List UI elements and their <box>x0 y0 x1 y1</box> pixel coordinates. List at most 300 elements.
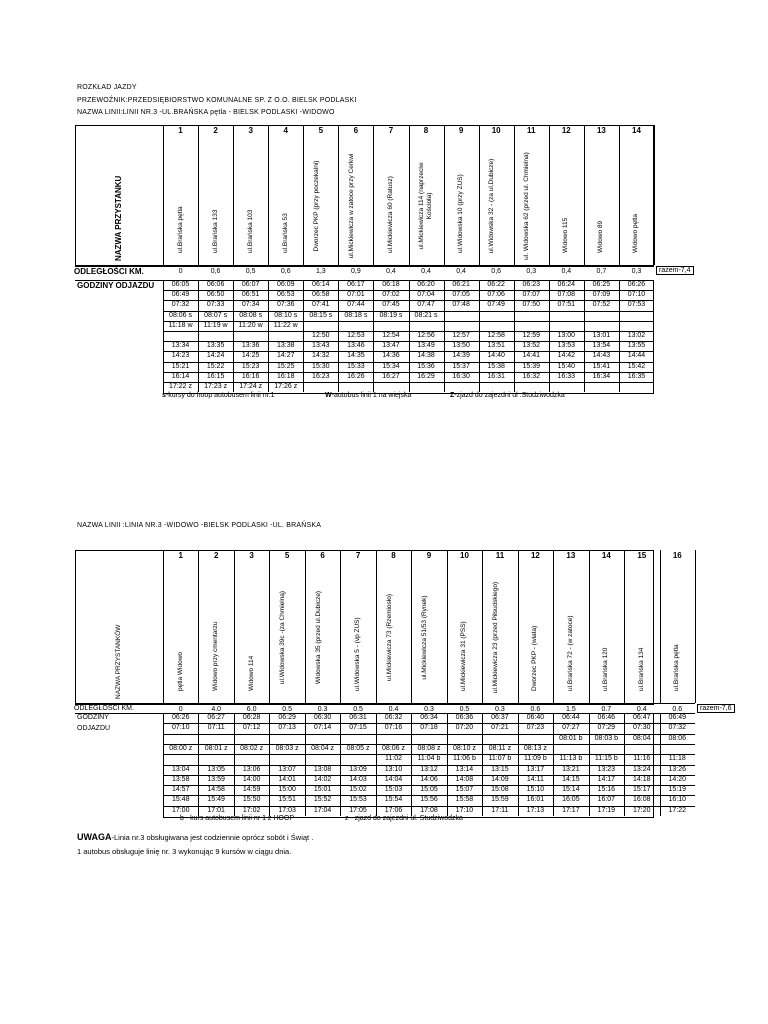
timetable-title: ROZKŁAD JAZDY <box>77 84 137 91</box>
stop-number: 2 <box>213 551 219 560</box>
time-cell: 14:09 <box>491 775 509 783</box>
distance-value: 0,3 <box>526 268 537 275</box>
stop-number: 2 <box>213 126 218 135</box>
time-cell: 07:27 <box>562 724 580 732</box>
time-cell: 06:18 <box>382 281 400 288</box>
time-cell: 15:58 <box>455 796 474 804</box>
time-cell: 12:56 <box>417 332 435 339</box>
time-cell: 17:10 <box>455 806 474 814</box>
times-label-1: GODZINY <box>77 714 109 721</box>
time-cell: 07:21 <box>491 724 509 732</box>
time-cell: 08:08 z <box>417 744 441 752</box>
time-cell: 17:11 <box>491 806 509 814</box>
time-cell: 14:24 <box>206 352 225 360</box>
time-cell: 13:21 <box>562 765 580 773</box>
stop-number: 9 <box>426 551 432 560</box>
time-cell: 14:00 <box>242 775 261 783</box>
time-cell: 06:40 <box>526 714 545 721</box>
time-cell: 08:10 z <box>452 744 476 752</box>
time-cell: 17:23 z <box>204 383 228 390</box>
stop-name: Dworzec PKP (przy poczekalni) <box>312 160 320 252</box>
time-cell: 15:03 <box>384 786 403 794</box>
time-cell: 15:56 <box>420 796 438 804</box>
time-cell: 12:58 <box>487 332 505 339</box>
time-cell: 14:41 <box>522 352 540 360</box>
time-cell: 07:44 <box>347 301 365 309</box>
time-cell: 13:02 <box>627 332 646 339</box>
distance-label: ODLEGŁOŚCI KM. <box>74 705 134 712</box>
time-cell: 15:42 <box>627 362 646 370</box>
time-cell: 11:04 b <box>417 755 441 763</box>
time-cell: 11:02 <box>385 755 403 763</box>
time-cell: 11:20 w <box>238 321 263 329</box>
column-divider <box>411 550 412 703</box>
time-cell: 16:30 <box>452 372 470 380</box>
time-cell: 07:12 <box>242 724 261 732</box>
time-cell: 15:08 <box>491 786 509 794</box>
time-cell: 13:47 <box>382 342 400 350</box>
time-cell: 15:07 <box>455 786 474 794</box>
stop-number: 10 <box>491 126 501 135</box>
time-cell: 11:07 b <box>488 755 512 763</box>
column-divider <box>269 550 270 703</box>
time-cell: 08:04 <box>633 734 651 742</box>
time-cell: 11:18 w <box>168 321 193 329</box>
time-cell: 06:06 <box>206 281 225 288</box>
distance-value: 0.3 <box>317 706 328 713</box>
time-cell: 06:07 <box>241 281 260 288</box>
column-divider <box>549 125 550 265</box>
row-divider <box>75 265 654 266</box>
time-cell: 06:51 <box>241 291 260 299</box>
time-cell: 15:48 <box>171 796 190 804</box>
time-cell: 13:53 <box>557 342 576 350</box>
stop-number: 14 <box>601 551 611 560</box>
legend-z2: z - zjazd do zajezdni ul. Studziwodzka <box>345 815 463 822</box>
stop-name: Widowo przy cmentarzu <box>212 621 220 691</box>
time-cell: 06:30 <box>313 714 332 721</box>
time-cell: 07:18 <box>420 724 438 732</box>
column-divider <box>305 550 306 703</box>
stop-number: 4 <box>283 126 288 135</box>
time-cell: 06:49 <box>668 714 687 721</box>
legend-z: Z-zjazd do zajezdni ul .Studziwodzka <box>450 392 565 399</box>
time-cell: 14:06 <box>420 775 438 783</box>
time-cell: 17:02 <box>242 806 261 814</box>
time-cell: 08:01 b <box>559 734 583 742</box>
time-cell: 13:07 <box>278 765 296 773</box>
time-cell: 16:08 <box>633 796 651 804</box>
stop-number: 10 <box>460 551 469 560</box>
time-cell: 15:51 <box>278 796 296 804</box>
distance-value: 0,6 <box>280 268 291 275</box>
time-cell: 06:25 <box>592 281 611 288</box>
stop-number: 1 <box>178 551 183 560</box>
time-cell: 13:55 <box>627 342 646 350</box>
time-cell: 14:25 <box>241 352 260 360</box>
time-cell: 08:15 s <box>309 311 333 319</box>
stop-number: 6 <box>353 126 359 135</box>
times-label-2: ODJAZDU <box>77 725 111 732</box>
stop-number: 1 <box>178 126 183 135</box>
time-cell: 08:10 s <box>274 311 298 319</box>
time-cell: 16:18 <box>276 372 295 380</box>
time-cell: 06:44 <box>562 714 580 721</box>
stop-name: ul.Mickiewicza w zatoce przy Cerkwi <box>347 153 355 259</box>
distance-value: 0,4 <box>421 268 431 275</box>
time-cell: 07:30 <box>633 724 651 732</box>
distance-label: ODLEGŁOŚCI KM. <box>74 267 144 276</box>
time-cell: 06:09 <box>276 281 295 288</box>
time-cell: 16:31 <box>487 372 505 380</box>
stop-name: ul.Mickiewicza 23 (przed Piłsudskiego) <box>491 581 499 694</box>
stop-name: ul.Brańska 72 - (w zatoce) <box>566 615 574 691</box>
stop-name: Widowska 35 (przed ul.Dubicze) <box>314 590 322 685</box>
time-cell: 06:36 <box>455 714 474 721</box>
time-cell: 16:05 <box>562 796 580 804</box>
column-divider <box>163 550 164 703</box>
stop-number: 13 <box>596 126 606 135</box>
distance-value: 0.7 <box>601 706 612 713</box>
column-divider <box>409 125 410 265</box>
time-cell: 13:10 <box>384 765 403 773</box>
time-cell: 11:18 <box>668 755 686 763</box>
time-cell: 15:23 <box>241 362 260 370</box>
stop-name: Widowo 89 <box>597 220 605 253</box>
legend-w: W-autobus linii 1 na wiejska <box>325 392 412 399</box>
time-cell: 08:21 s <box>414 311 438 319</box>
time-cell: 07:50 <box>522 301 540 309</box>
column-divider <box>373 125 374 265</box>
stop-number: 9 <box>458 126 464 135</box>
distance-value: 0,9 <box>351 268 361 275</box>
time-cell: 07:45 <box>382 301 400 309</box>
time-cell: 17:22 z <box>169 383 193 390</box>
times-label: GODZINY ODJAZDU <box>77 281 155 290</box>
time-cell: 07:13 <box>278 724 296 732</box>
time-cell: 08:08 s <box>239 311 263 319</box>
time-cell: 14:04 <box>384 775 403 783</box>
time-cell: 14:57 <box>171 786 190 794</box>
distance-value: 0.6 <box>530 706 541 713</box>
time-cell: 13:54 <box>592 342 611 350</box>
time-cell: 07:08 <box>557 291 576 299</box>
time-cell: 07:09 <box>592 291 611 299</box>
time-cell: 13:34 <box>171 342 190 350</box>
time-cell: 06:49 <box>171 291 190 299</box>
uwaga-note: UWAGA-Linia nr.3 obsługiwana jest codziennie oprócz sobót i Świąt . <box>77 832 314 842</box>
time-cell: 07:53 <box>627 301 646 309</box>
stop-number: 5 <box>318 126 324 135</box>
time-cell: 17:17 <box>562 806 580 814</box>
stop-name: ul.Brańska pętla <box>176 206 184 253</box>
time-cell: 14:35 <box>347 352 365 360</box>
stop-name: Widowo 115 <box>562 217 570 253</box>
time-cell: 15:49 <box>207 796 225 804</box>
stop-number: 14 <box>632 126 641 135</box>
time-cell: 07:32 <box>668 724 687 732</box>
time-cell: 15:34 <box>382 362 400 370</box>
stop-number: 11 <box>495 551 505 560</box>
time-cell: 07:52 <box>592 301 611 309</box>
route-name-1: NAZWA LINII:LINII NR.3 -UL.BRAŃSKA pętla - BIELSK PODLASKI -WIDOWO <box>77 109 335 116</box>
time-cell: 16:14 <box>171 372 190 380</box>
distance-value: 0,5 <box>245 268 256 275</box>
time-cell: 16:10 <box>668 796 687 804</box>
stop-name: ul.Brańska 103 <box>246 209 254 253</box>
column-divider <box>340 550 341 703</box>
stop-name: ul. Widowska 62 (przed ul. Chmielna) <box>523 152 531 260</box>
time-cell: 15:17 <box>633 786 651 794</box>
stop-number: 8 <box>423 126 429 135</box>
time-cell: 13:36 <box>241 342 260 350</box>
total-distance: razem-7,6 <box>697 704 735 713</box>
stop-number: 7 <box>388 126 394 135</box>
time-cell: 14:20 <box>668 775 687 783</box>
stop-name: Widowo pętla <box>632 213 640 253</box>
time-cell: 16:07 <box>597 796 616 804</box>
stop-number: 3 <box>249 551 254 560</box>
time-cell: 13:35 <box>206 342 225 350</box>
time-cell: 13:01 <box>592 332 611 339</box>
time-cell: 14:03 <box>349 775 367 783</box>
time-cell: 06:29 <box>278 714 296 721</box>
distance-value: 1,3 <box>315 268 326 275</box>
time-cell: 17:13 <box>526 806 545 814</box>
timetable-2 <box>74 550 732 818</box>
column-divider <box>444 125 445 265</box>
time-cell: 08:05 z <box>346 744 370 752</box>
stop-name: Dworzec PKP - (wiata) <box>531 625 539 691</box>
stop-number: 15 <box>637 551 647 560</box>
stop-name: ul.Widowska 39c -(za Chmielną) <box>279 590 287 685</box>
time-cell: 11:15 b <box>594 755 618 763</box>
time-cell: 08:03 z <box>275 744 299 752</box>
stop-number: 7 <box>355 551 361 560</box>
time-cell: 15:36 <box>417 362 435 370</box>
distance-value: 0,4 <box>386 268 396 275</box>
stop-name: ul.Brańska 133 <box>211 209 219 253</box>
time-cell: 07:32 <box>171 301 190 309</box>
time-cell: 14:44 <box>627 352 646 360</box>
column-divider <box>376 550 377 703</box>
stop-number: 12 <box>561 126 571 135</box>
total-distance: razem-7,4 <box>656 266 694 275</box>
column-divider <box>695 550 696 703</box>
time-cell: 14:23 <box>171 352 190 360</box>
column-divider <box>514 125 515 265</box>
time-cell: 07:05 <box>452 291 470 299</box>
time-cell: 07:04 <box>417 291 435 299</box>
distance-value: 0.4 <box>636 706 647 713</box>
time-cell: 13:50 <box>452 342 470 350</box>
distance-value: 0,7 <box>596 268 607 275</box>
time-cell: 08:03 b <box>594 734 618 742</box>
time-cell: 15:40 <box>557 362 576 370</box>
stop-number: 3 <box>248 126 253 135</box>
time-cell: 06:24 <box>557 281 576 288</box>
time-cell: 15:25 <box>276 362 295 370</box>
time-cell: 14:39 <box>452 352 470 360</box>
time-cell: 07:34 <box>241 301 260 309</box>
column-divider <box>198 125 199 265</box>
time-cell: 15:16 <box>597 786 616 794</box>
column-divider <box>584 125 585 265</box>
distance-value: 0.4 <box>388 706 399 713</box>
time-cell: 13:43 <box>312 342 330 350</box>
time-cell: 15:39 <box>522 362 540 370</box>
time-cell: 15:53 <box>349 796 367 804</box>
time-cell: 13:46 <box>347 342 365 350</box>
distance-value: 0,6 <box>210 268 221 275</box>
column-divider <box>619 125 620 265</box>
time-cell: 11:22 w <box>273 321 298 329</box>
time-cell: 13:00 <box>557 332 576 339</box>
time-cell: 16:35 <box>627 372 646 380</box>
time-cell: 06:37 <box>491 714 509 721</box>
time-cell: 13:24 <box>633 765 651 773</box>
time-cell: 12:57 <box>452 332 470 339</box>
stop-name: ul.Brańska 53 <box>281 213 289 253</box>
stop-number: 11 <box>527 126 536 135</box>
time-cell: 07:10 <box>627 291 646 299</box>
column-divider <box>163 125 164 265</box>
time-cell: 15:54 <box>384 796 403 804</box>
time-cell: 13:06 <box>242 765 261 773</box>
time-cell: 15:22 <box>206 362 225 370</box>
distance-value: 1.5 <box>565 706 576 713</box>
column-divider <box>482 550 483 703</box>
time-cell: 12:54 <box>382 332 400 339</box>
time-cell: 08:01 z <box>204 744 228 752</box>
time-cell: 15:19 <box>668 786 687 794</box>
time-cell: 15:38 <box>487 362 505 370</box>
row-divider <box>75 703 695 704</box>
time-cell: 07:11 <box>207 724 225 732</box>
column-divider <box>338 125 339 265</box>
time-cell: 15:02 <box>349 786 367 794</box>
time-cell: 07:06 <box>487 291 505 299</box>
time-cell: 08:11 z <box>488 744 512 752</box>
time-cell: 15:33 <box>347 362 365 370</box>
time-cell: 13:08 <box>313 765 332 773</box>
time-cell: 15:37 <box>452 362 470 370</box>
time-cell: 15:59 <box>491 796 509 804</box>
stop-name: ul.Brańska 120 <box>602 647 610 691</box>
time-cell: 07:07 <box>522 291 540 299</box>
time-cell: 06:32 <box>384 714 403 721</box>
column-divider <box>518 550 519 703</box>
column-divider <box>447 550 448 703</box>
time-cell: 13:26 <box>668 765 687 773</box>
time-cell: 14:43 <box>592 352 611 360</box>
time-cell: 06:20 <box>417 281 435 288</box>
distance-value: 0.3 <box>495 706 505 713</box>
stop-name: ul.Mickiewicza 114 (naprzeciw Kościoła) <box>418 162 433 250</box>
time-cell: 11:06 b <box>453 755 476 763</box>
time-cell: 12:53 <box>347 332 365 339</box>
time-cell: 06:26 <box>627 281 646 288</box>
time-cell: 08:06 z <box>382 744 405 752</box>
column-divider <box>589 550 590 703</box>
stop-name: ul.Brańska 134 <box>637 647 645 691</box>
time-cell: 15:05 <box>420 786 438 794</box>
time-cell: 08:19 s <box>379 311 403 319</box>
time-cell: 06:47 <box>633 714 651 721</box>
time-cell: 13:12 <box>420 765 438 773</box>
stop-name: ul.Mickiewicza 60 (Ratusz) <box>386 176 394 253</box>
column-divider <box>234 550 235 703</box>
distance-value: 0,3 <box>631 268 642 275</box>
time-cell: 13:23 <box>597 765 616 773</box>
time-cell: 14:27 <box>276 352 295 360</box>
time-cell: 14:58 <box>207 786 225 794</box>
time-cell: 15:01 <box>313 786 332 794</box>
time-cell: 11:16 <box>633 755 651 763</box>
time-cell: 06:05 <box>171 281 190 288</box>
time-cell: 14:36 <box>382 352 400 360</box>
time-cell: 17:24 z <box>239 383 263 390</box>
stop-number: 6 <box>320 551 325 560</box>
time-cell: 08:06 s <box>169 311 193 319</box>
time-cell: 13:17 <box>526 765 545 773</box>
distance-value: 0.5 <box>282 706 292 713</box>
time-cell: 17:08 <box>420 806 438 814</box>
time-cell: 07:10 <box>171 724 190 732</box>
time-cell: 15:41 <box>592 362 611 370</box>
time-cell: 15:21 <box>171 362 190 370</box>
time-cell: 06:46 <box>597 714 616 721</box>
time-cell: 11:13 b <box>559 755 583 763</box>
time-cell: 07:16 <box>384 724 403 732</box>
time-cell: 06:14 <box>312 281 330 288</box>
stop-number: 5 <box>284 551 290 560</box>
legend-s: s-kursy do hoop autobusem linii nr.1 <box>162 392 275 399</box>
distance-value: 0.5 <box>353 706 363 713</box>
time-cell: 07:41 <box>312 301 330 309</box>
time-cell: 08:04 z <box>311 744 335 752</box>
stop-column-header: NAZWA PRZYSTANKÓW <box>115 624 122 699</box>
stop-name: ul.Widowska 5 - (vp ZUS) <box>354 617 362 691</box>
time-cell: 13:05 <box>207 765 225 773</box>
time-cell: 13:38 <box>276 342 295 350</box>
time-cell: 13:51 <box>487 342 505 350</box>
time-cell: 06:21 <box>452 281 470 288</box>
column-divider <box>660 550 661 703</box>
time-cell: 11:19 w <box>203 321 228 329</box>
time-cell: 06:34 <box>420 714 438 721</box>
time-cell: 14:59 <box>242 786 261 794</box>
time-cell: 08:13 z <box>523 744 547 752</box>
stop-number: 13 <box>566 551 576 560</box>
time-cell: 12:59 <box>522 332 540 339</box>
time-cell: 17:03 <box>278 806 296 814</box>
stop-name: Widowo 114 <box>247 655 255 691</box>
distance-value: 0 <box>178 706 183 713</box>
time-cell: 06:50 <box>206 291 225 299</box>
stop-name: ul.Brańska pętla <box>673 644 681 691</box>
time-cell: 14:02 <box>313 775 332 783</box>
distance-value: 0 <box>178 268 183 275</box>
route-name-2: NAZWA LINII :LINIA NR.3 -WIDOWO -BIELSK PODLASKI -UL. BRAŃSKA <box>77 522 322 529</box>
time-cell: 06:23 <box>522 281 540 288</box>
distance-value: 0,4 <box>456 268 466 275</box>
time-cell: 15:10 <box>526 786 545 794</box>
time-cell: 16:23 <box>312 372 330 380</box>
stop-name: ul.Mickiewicza 73 (Rzemiosło) <box>385 593 393 682</box>
distance-value: 6.0 <box>246 706 257 713</box>
time-cell: 16:16 <box>241 372 260 380</box>
